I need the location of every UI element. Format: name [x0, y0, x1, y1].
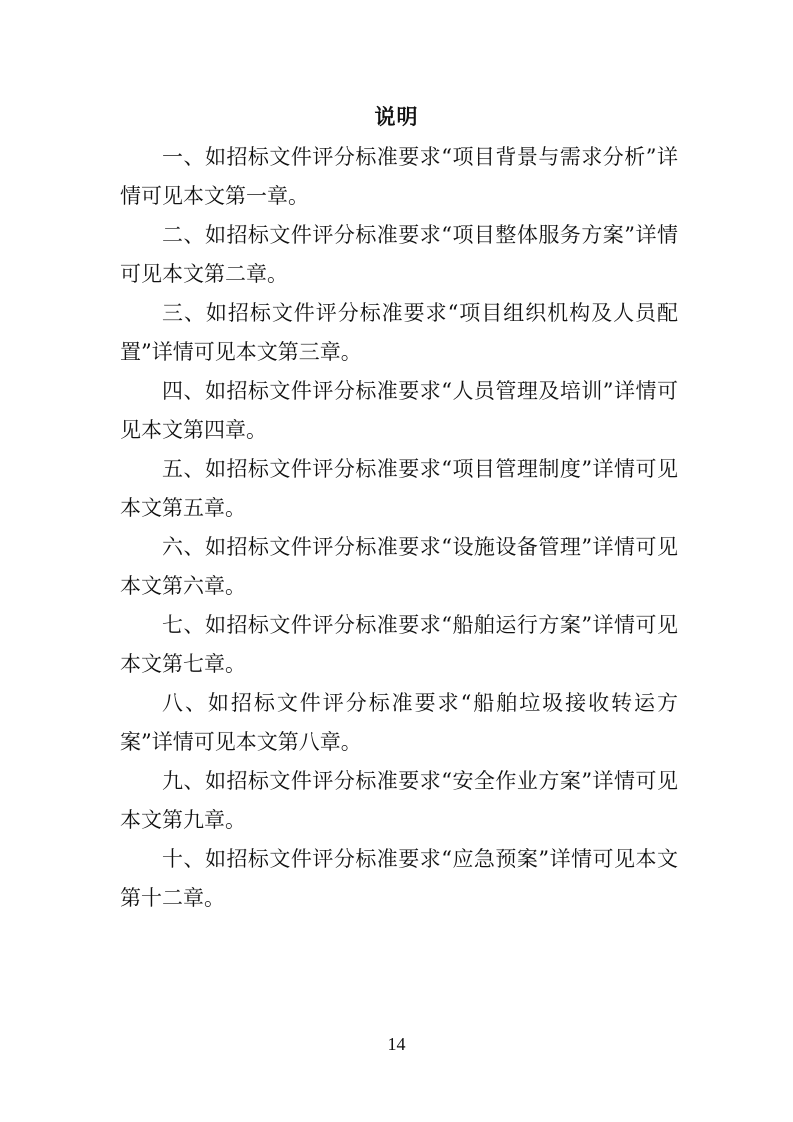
paragraph-1: 一、如招标文件评分标准要求“项目背景与需求分析”详情可见本文第一章。	[120, 145, 678, 208]
document-body	[120, 138, 678, 918]
paragraph-6: 六、如招标文件评分标准要求“设施设备管理”详情可见本文第六章。	[120, 535, 678, 598]
paragraph-5: 五、如招标文件评分标准要求“项目管理制度”详情可见本文第五章。	[120, 457, 678, 520]
paragraph-3: 三、如招标文件评分标准要求“项目组织机构及人员配置”详情可见本文第三章。	[120, 301, 678, 364]
paragraph-2: 二、如招标文件评分标准要求“项目整体服务方案”详情可见本文第二章。	[120, 223, 678, 286]
paragraph-7: 七、如招标文件评分标准要求“船舶运行方案”详情可见本文第七章。	[120, 613, 678, 676]
page-title: 说明	[374, 104, 419, 129]
paragraph-4: 四、如招标文件评分标准要求“人员管理及培训”详情可见本文第四章。	[120, 379, 678, 442]
paragraph-9: 九、如招标文件评分标准要求“安全作业方案”详情可见本文第九章。	[120, 769, 678, 832]
paragraph-10: 十、如招标文件评分标准要求“应急预案”详情可见本文第十二章。	[120, 847, 678, 910]
paragraph-8: 八、如招标文件评分标准要求“船舶垃圾接收转运方案”详情可见本文第八章。	[120, 691, 678, 754]
page-number: 14	[387, 1034, 406, 1054]
